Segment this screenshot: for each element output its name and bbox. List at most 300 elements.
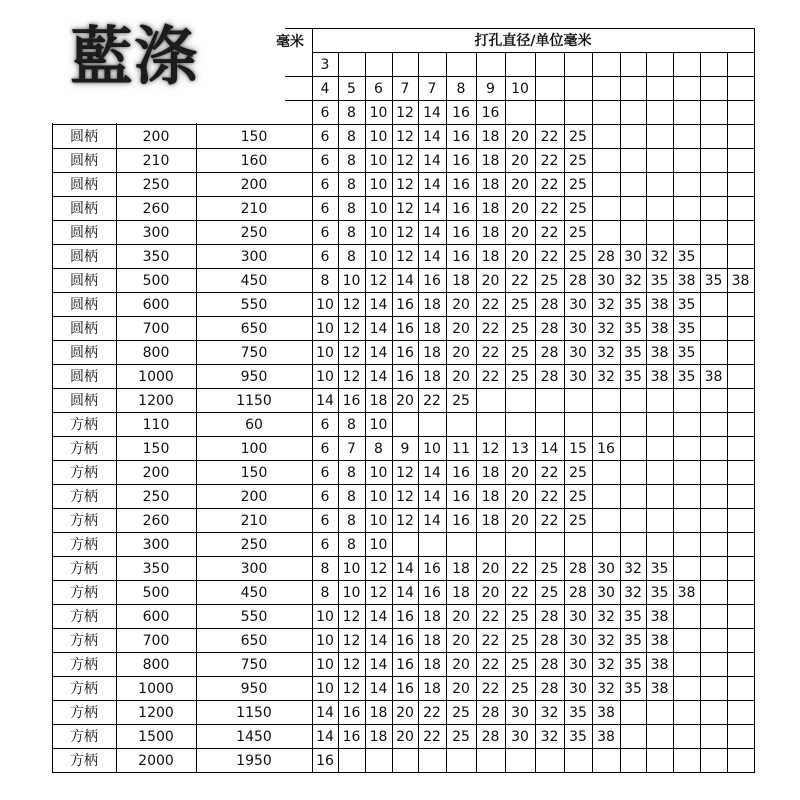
size-cell: 8 <box>320 585 330 601</box>
size-cell: 14 <box>423 225 441 241</box>
size-cell: 32 <box>597 609 615 625</box>
size-cell: 12 <box>342 321 361 337</box>
size-cell: 14 <box>316 729 334 745</box>
grid-line-v <box>673 52 674 773</box>
size-cell: 22 <box>540 129 559 145</box>
size-cell: 35 <box>677 345 696 361</box>
size-cell: 20 <box>452 321 470 337</box>
size-cell: 16 <box>452 129 470 145</box>
size-cell: 12 <box>396 249 414 265</box>
size-cell: 8 <box>320 561 330 577</box>
size-cell: 28 <box>597 249 615 265</box>
size-cell: 38 <box>704 369 723 385</box>
size-cell: 7 <box>400 81 410 97</box>
handle-type-cell: 圆柄 <box>70 369 98 385</box>
size-cell: 30 <box>597 273 615 289</box>
size-cell: 22 <box>481 681 500 697</box>
size-cell: 28 <box>540 681 559 697</box>
handle-type-cell: 圆柄 <box>70 393 98 409</box>
size-cell: 12 <box>396 129 414 145</box>
size-cell: 14 <box>396 585 414 601</box>
size-cell: 8 <box>347 153 356 169</box>
length-cell: 350 <box>142 249 170 265</box>
size-cell: 18 <box>481 465 500 481</box>
size-cell: 16 <box>452 489 470 505</box>
size-cell: 28 <box>481 729 500 745</box>
size-cell: 9 <box>486 81 495 97</box>
size-cell: 12 <box>396 201 414 217</box>
size-cell: 14 <box>316 705 334 721</box>
size-cell: 25 <box>511 369 529 385</box>
size-cell: 35 <box>650 585 669 601</box>
size-cell: 35 <box>677 249 696 265</box>
handle-type-cell: 方柄 <box>70 489 98 505</box>
size-cell: 12 <box>396 225 414 241</box>
size-cell: 16 <box>452 105 470 121</box>
size-cell: 18 <box>423 321 441 337</box>
size-cell: 25 <box>452 705 470 721</box>
size-cell: 35 <box>650 273 669 289</box>
size-cell: 12 <box>396 513 414 529</box>
size-cell: 32 <box>540 705 559 721</box>
size-cell: 30 <box>569 681 587 697</box>
size-cell: 16 <box>481 105 500 121</box>
size-cell: 25 <box>540 273 559 289</box>
handle-type-cell: 方柄 <box>70 417 98 433</box>
size-cell: 28 <box>540 369 559 385</box>
length-cell: 300 <box>142 225 170 241</box>
header-left-fragment: 毫米 <box>276 34 304 50</box>
size-cell: 14 <box>423 129 441 145</box>
size-cell: 22 <box>540 489 559 505</box>
size-cell: 8 <box>320 273 330 289</box>
size-cell: 14 <box>423 105 441 121</box>
size-cell: 14 <box>369 609 388 625</box>
size-cell: 16 <box>396 609 414 625</box>
size-cell: 16 <box>396 633 414 649</box>
handle-type-cell: 方柄 <box>70 705 98 721</box>
handle-type-cell: 圆柄 <box>70 225 98 241</box>
size-cell: 12 <box>481 441 500 457</box>
length-cell: 160 <box>240 153 268 169</box>
size-cell: 22 <box>540 225 559 241</box>
size-cell: 10 <box>369 201 388 217</box>
size-cell: 10 <box>316 681 334 697</box>
length-cell: 500 <box>142 585 170 601</box>
length-cell: 700 <box>142 633 170 649</box>
size-cell: 20 <box>511 489 529 505</box>
size-cell: 7 <box>427 81 437 97</box>
size-cell: 16 <box>452 177 470 193</box>
size-cell: 20 <box>452 681 470 697</box>
length-cell: 950 <box>240 369 268 385</box>
size-cell: 8 <box>347 537 356 553</box>
size-cell: 6 <box>320 201 330 217</box>
length-cell: 750 <box>240 657 268 673</box>
size-cell: 6 <box>320 177 330 193</box>
handle-type-cell: 方柄 <box>70 657 98 673</box>
size-cell: 25 <box>569 513 587 529</box>
size-cell: 10 <box>369 129 388 145</box>
size-cell: 25 <box>569 249 587 265</box>
size-cell: 32 <box>540 729 559 745</box>
size-cell: 14 <box>423 249 441 265</box>
size-cell: 22 <box>423 705 441 721</box>
length-cell: 200 <box>240 489 268 505</box>
size-cell: 12 <box>396 465 414 481</box>
size-cell: 16 <box>597 441 615 457</box>
handle-type-cell: 方柄 <box>70 681 98 697</box>
size-cell: 12 <box>342 297 361 313</box>
size-cell: 18 <box>481 225 500 241</box>
grid-line-v <box>727 52 728 773</box>
length-cell: 550 <box>240 609 268 625</box>
size-cell: 18 <box>423 609 441 625</box>
size-cell: 12 <box>342 657 361 673</box>
size-cell: 28 <box>569 273 587 289</box>
length-cell: 210 <box>240 513 268 529</box>
length-cell: 1950 <box>236 753 272 769</box>
size-cell: 25 <box>511 609 529 625</box>
size-cell: 16 <box>342 393 361 409</box>
size-cell: 16 <box>396 321 414 337</box>
size-cell: 18 <box>369 393 388 409</box>
size-cell: 25 <box>452 393 470 409</box>
size-cell: 8 <box>347 513 356 529</box>
size-cell: 18 <box>481 249 500 265</box>
size-cell: 28 <box>569 561 587 577</box>
size-cell: 32 <box>597 369 615 385</box>
size-cell: 22 <box>481 657 500 673</box>
size-cell: 38 <box>650 609 669 625</box>
size-cell: 20 <box>452 297 470 313</box>
size-cell: 6 <box>320 129 330 145</box>
length-cell: 700 <box>142 321 170 337</box>
handle-type-cell: 圆柄 <box>70 153 98 169</box>
length-cell: 300 <box>142 537 170 553</box>
size-cell: 20 <box>396 393 414 409</box>
size-cell: 25 <box>569 177 587 193</box>
handle-type-cell: 方柄 <box>70 465 98 481</box>
length-cell: 260 <box>142 201 170 217</box>
size-cell: 18 <box>369 705 388 721</box>
size-cell: 10 <box>369 105 388 121</box>
size-cell: 38 <box>650 297 669 313</box>
size-cell: 25 <box>569 489 587 505</box>
length-cell: 1000 <box>138 369 174 385</box>
size-cell: 25 <box>511 297 529 313</box>
size-cell: 25 <box>511 657 529 673</box>
length-cell: 210 <box>240 201 268 217</box>
size-cell: 18 <box>452 561 470 577</box>
size-cell: 22 <box>481 609 500 625</box>
size-cell: 10 <box>342 585 361 601</box>
length-cell: 500 <box>142 273 170 289</box>
size-cell: 20 <box>452 609 470 625</box>
size-cell: 16 <box>423 585 441 601</box>
size-cell: 22 <box>540 177 559 193</box>
handle-type-cell: 圆柄 <box>70 201 98 217</box>
handle-type-cell: 方柄 <box>70 753 98 769</box>
size-cell: 12 <box>342 633 361 649</box>
length-cell: 600 <box>142 609 170 625</box>
size-cell: 6 <box>320 105 330 121</box>
size-cell: 35 <box>624 369 642 385</box>
size-cell: 14 <box>423 465 441 481</box>
handle-type-cell: 方柄 <box>70 585 98 601</box>
size-cell: 30 <box>569 345 587 361</box>
size-cell: 22 <box>423 729 441 745</box>
size-cell: 20 <box>396 729 414 745</box>
length-cell: 100 <box>240 441 268 457</box>
size-cell: 30 <box>569 633 587 649</box>
size-cell: 38 <box>650 633 669 649</box>
size-cell: 38 <box>650 345 669 361</box>
size-cell: 10 <box>316 609 334 625</box>
size-cell: 20 <box>481 273 500 289</box>
size-cell: 10 <box>316 657 334 673</box>
size-cell: 25 <box>452 729 470 745</box>
size-cell: 14 <box>316 393 334 409</box>
size-cell: 18 <box>369 729 388 745</box>
size-cell: 35 <box>624 609 642 625</box>
length-cell: 1200 <box>138 705 174 721</box>
size-cell: 20 <box>511 249 529 265</box>
size-cell: 14 <box>423 489 441 505</box>
size-cell: 12 <box>342 609 361 625</box>
size-cell: 10 <box>369 465 388 481</box>
length-cell: 1450 <box>236 729 272 745</box>
size-cell: 32 <box>624 561 642 577</box>
size-cell: 10 <box>316 369 334 385</box>
length-cell: 250 <box>240 537 268 553</box>
size-cell: 8 <box>374 441 383 457</box>
size-cell: 35 <box>677 369 696 385</box>
size-cell: 18 <box>481 489 500 505</box>
size-cell: 22 <box>511 273 529 289</box>
size-cell: 16 <box>342 705 361 721</box>
size-cell: 10 <box>369 153 388 169</box>
size-cell: 10 <box>369 537 388 553</box>
size-cell: 35 <box>624 633 642 649</box>
size-cell: 18 <box>423 633 441 649</box>
size-cell: 10 <box>369 417 388 433</box>
size-cell: 12 <box>369 273 388 289</box>
size-cell: 18 <box>481 201 500 217</box>
length-cell: 1500 <box>138 729 174 745</box>
size-cell: 6 <box>320 489 330 505</box>
size-cell: 25 <box>569 201 587 217</box>
size-cell: 32 <box>597 633 615 649</box>
length-cell: 150 <box>142 441 170 457</box>
size-cell: 25 <box>511 681 529 697</box>
size-cell: 20 <box>481 561 500 577</box>
size-cell: 38 <box>597 705 615 721</box>
size-cell: 20 <box>511 153 529 169</box>
size-cell: 18 <box>423 681 441 697</box>
length-cell: 1150 <box>236 393 272 409</box>
size-cell: 20 <box>396 705 414 721</box>
size-cell: 10 <box>342 273 361 289</box>
size-cell: 12 <box>342 345 361 361</box>
size-cell: 18 <box>481 153 500 169</box>
length-cell: 200 <box>240 177 268 193</box>
size-cell: 14 <box>369 345 388 361</box>
size-cell: 18 <box>481 513 500 529</box>
size-cell: 38 <box>677 585 696 601</box>
size-cell: 14 <box>423 177 441 193</box>
size-cell: 20 <box>452 633 470 649</box>
size-cell: 22 <box>481 345 500 361</box>
size-cell: 20 <box>452 345 470 361</box>
size-cell: 32 <box>597 681 615 697</box>
size-cell: 10 <box>423 441 441 457</box>
size-cell: 16 <box>396 345 414 361</box>
length-cell: 2000 <box>138 753 174 769</box>
size-cell: 18 <box>452 585 470 601</box>
size-cell: 12 <box>396 177 414 193</box>
size-cell: 12 <box>369 585 388 601</box>
size-cell: 32 <box>597 321 615 337</box>
size-cell: 20 <box>511 201 529 217</box>
length-cell: 200 <box>142 129 170 145</box>
size-cell: 12 <box>396 489 414 505</box>
size-cell: 6 <box>320 249 330 265</box>
size-cell: 25 <box>569 129 587 145</box>
size-cell: 16 <box>396 369 414 385</box>
size-cell: 8 <box>347 129 356 145</box>
size-cell: 6 <box>320 225 330 241</box>
size-cell: 13 <box>511 441 529 457</box>
length-cell: 300 <box>240 249 268 265</box>
size-cell: 32 <box>650 249 669 265</box>
size-cell: 22 <box>540 513 559 529</box>
size-cell: 22 <box>481 321 500 337</box>
length-cell: 200 <box>142 465 170 481</box>
size-cell: 22 <box>481 633 500 649</box>
size-cell: 16 <box>452 153 470 169</box>
handle-type-cell: 圆柄 <box>70 177 98 193</box>
length-cell: 650 <box>240 321 268 337</box>
size-cell: 28 <box>540 633 559 649</box>
length-cell: 260 <box>142 513 170 529</box>
length-cell: 150 <box>240 129 268 145</box>
size-cell: 14 <box>369 633 388 649</box>
size-cell: 18 <box>423 657 441 673</box>
size-cell: 35 <box>624 681 642 697</box>
size-cell: 10 <box>316 297 334 313</box>
size-cell: 6 <box>320 513 330 529</box>
size-cell: 20 <box>452 657 470 673</box>
size-cell: 10 <box>369 249 388 265</box>
size-cell: 38 <box>650 657 669 673</box>
size-cell: 4 <box>320 81 330 97</box>
size-cell: 8 <box>456 81 466 97</box>
size-cell: 35 <box>624 345 642 361</box>
length-cell: 600 <box>142 297 170 313</box>
size-cell: 18 <box>452 273 470 289</box>
size-cell: 6 <box>320 417 330 433</box>
size-cell: 30 <box>597 561 615 577</box>
size-cell: 6 <box>320 153 330 169</box>
size-cell: 16 <box>316 753 334 769</box>
handle-type-cell: 方柄 <box>70 513 98 529</box>
size-cell: 22 <box>511 561 529 577</box>
size-cell: 14 <box>369 297 388 313</box>
size-cell: 14 <box>369 321 388 337</box>
size-cell: 25 <box>511 321 529 337</box>
size-cell: 28 <box>540 345 559 361</box>
size-cell: 10 <box>369 513 388 529</box>
size-cell: 38 <box>597 729 615 745</box>
size-cell: 38 <box>731 273 750 289</box>
size-cell: 18 <box>423 297 441 313</box>
size-cell: 10 <box>342 561 361 577</box>
size-cell: 38 <box>650 321 669 337</box>
size-cell: 8 <box>347 249 356 265</box>
size-cell: 22 <box>423 393 441 409</box>
size-cell: 14 <box>369 657 388 673</box>
size-cell: 6 <box>320 465 330 481</box>
size-cell: 25 <box>540 585 559 601</box>
handle-type-cell: 圆柄 <box>70 321 98 337</box>
size-cell: 32 <box>597 345 615 361</box>
size-cell: 20 <box>511 225 529 241</box>
size-cell: 20 <box>511 513 529 529</box>
size-cell: 14 <box>423 153 441 169</box>
handle-type-cell: 方柄 <box>70 441 98 457</box>
length-cell: 250 <box>240 225 268 241</box>
size-cell: 8 <box>347 201 356 217</box>
size-cell: 30 <box>597 585 615 601</box>
size-cell: 12 <box>369 561 388 577</box>
size-cell: 28 <box>540 609 559 625</box>
size-cell: 20 <box>511 177 529 193</box>
size-cell: 10 <box>316 345 334 361</box>
length-cell: 1150 <box>236 705 272 721</box>
size-cell: 22 <box>540 249 559 265</box>
size-cell: 35 <box>569 705 587 721</box>
size-cell: 38 <box>650 681 669 697</box>
length-cell: 1000 <box>138 681 174 697</box>
size-cell: 20 <box>452 369 470 385</box>
size-cell: 22 <box>540 201 559 217</box>
size-cell: 14 <box>396 561 414 577</box>
handle-type-cell: 圆柄 <box>70 249 98 265</box>
size-cell: 38 <box>677 273 696 289</box>
brand-logo-text: 藍涤 <box>70 20 198 93</box>
length-cell: 800 <box>142 657 170 673</box>
size-cell: 38 <box>650 369 669 385</box>
size-cell: 5 <box>347 81 356 97</box>
size-cell: 6 <box>320 441 330 457</box>
size-cell: 35 <box>569 729 587 745</box>
size-cell: 16 <box>342 729 361 745</box>
size-cell: 16 <box>423 273 441 289</box>
size-cell: 35 <box>650 561 669 577</box>
size-cell: 11 <box>452 441 470 457</box>
size-cell: 12 <box>342 369 361 385</box>
length-cell: 650 <box>240 633 268 649</box>
handle-type-cell: 方柄 <box>70 537 98 553</box>
grid-line-v <box>754 28 755 773</box>
size-cell: 28 <box>569 585 587 601</box>
length-cell: 110 <box>142 417 170 433</box>
length-cell: 450 <box>240 585 268 601</box>
size-cell: 8 <box>347 417 356 433</box>
size-cell: 16 <box>423 561 441 577</box>
size-cell: 35 <box>677 297 696 313</box>
